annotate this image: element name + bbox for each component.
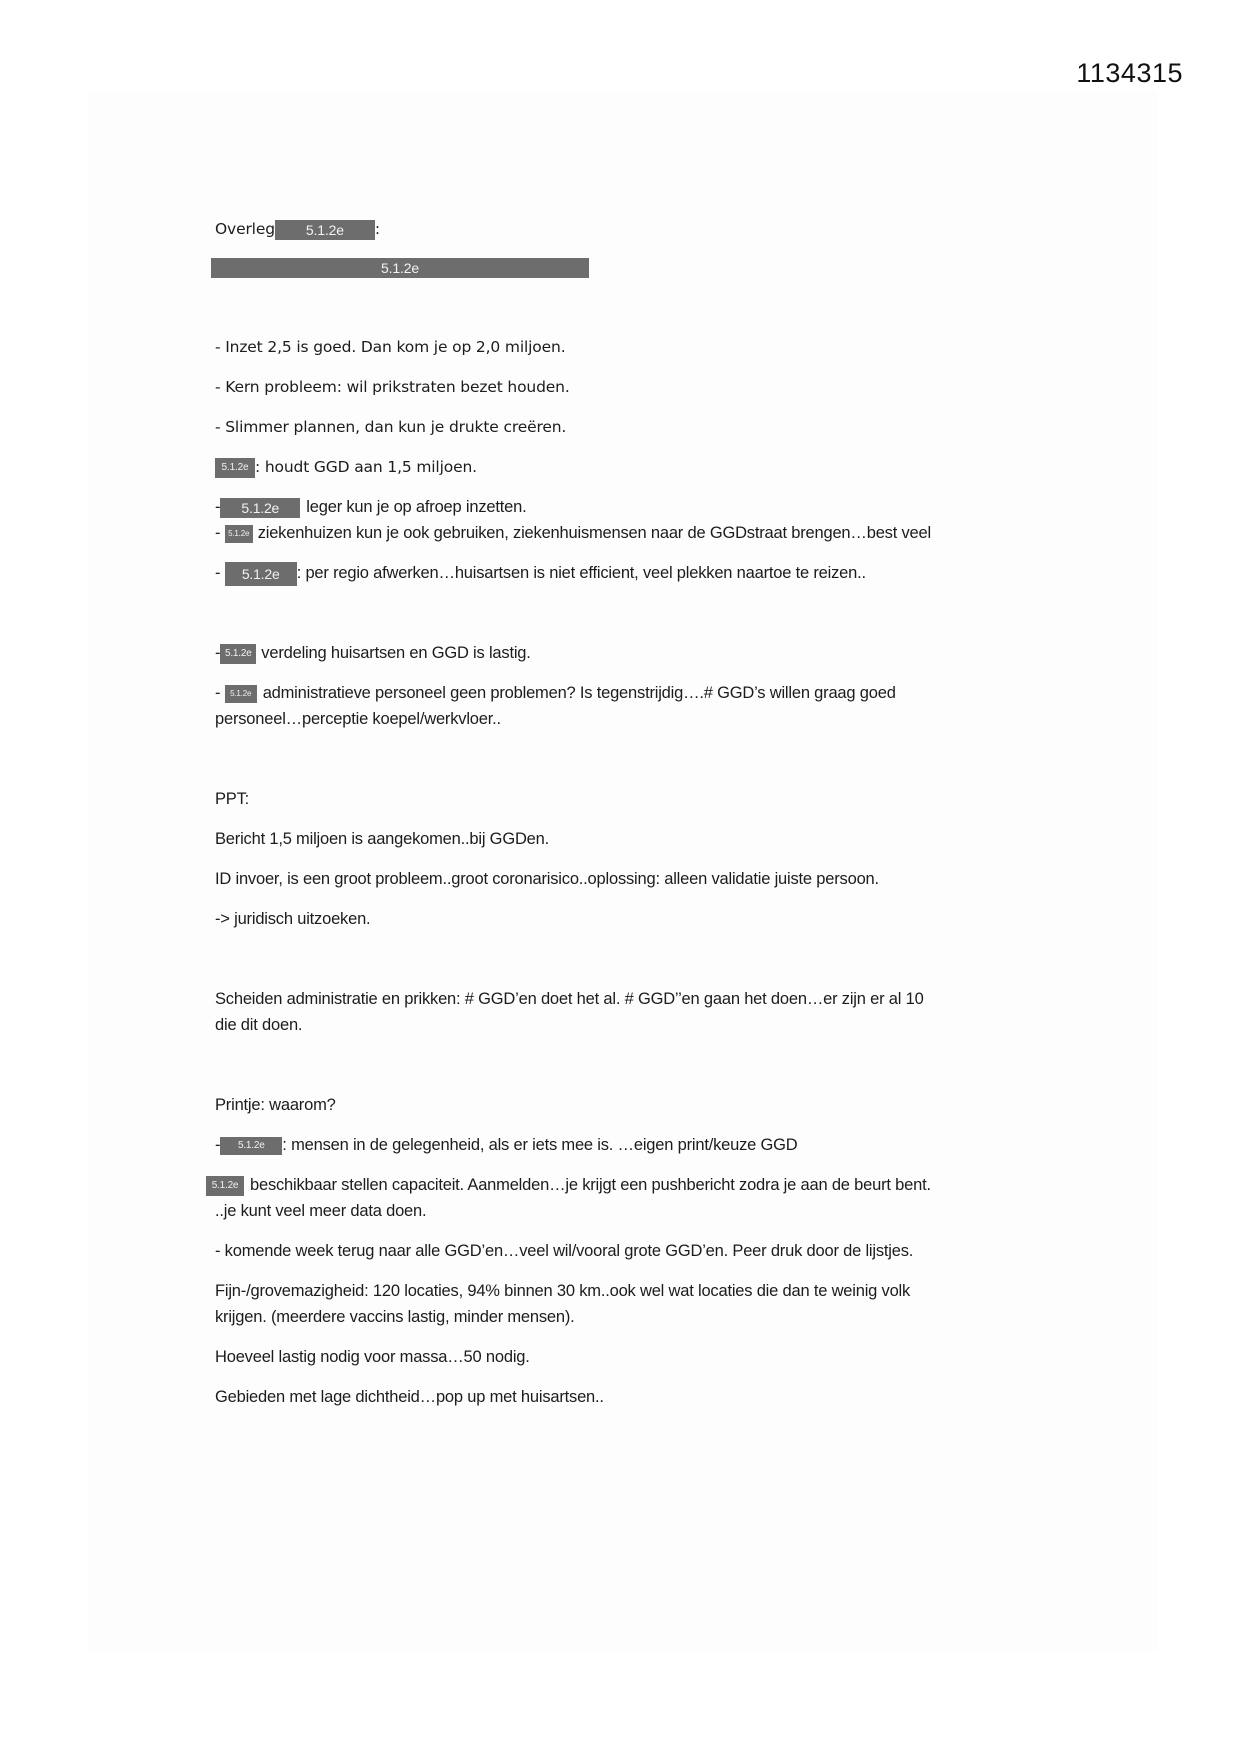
note-line: - 5.1.2e leger kun je op afroep inzetten.	[215, 498, 527, 516]
note-line: - Kern probleem: wil prikstraten bezet houden.	[215, 378, 570, 396]
redaction-box: 5.1.2e	[220, 644, 256, 664]
note-line: Hoeveel lastig nodig voor massa…50 nodig.	[215, 1348, 530, 1366]
note-line: - 5.1.2e : mensen in de gelegenheid, als er iets mee is. …eigen print/keuze GGD	[215, 1136, 798, 1154]
heading-suffix: :	[374, 220, 380, 238]
note-line: Scheiden administratie en prikken: # GGD’en doet het al. # GGD’’en gaan het doen…er zijn er al 10	[215, 990, 924, 1008]
redaction-box: 5.1.2e	[225, 562, 297, 586]
note-line: Gebieden met lage dichtheid…pop up met huisartsen..	[215, 1388, 604, 1406]
note-line: - 5.1.2e verdeling huisartsen en GGD is lastig.	[215, 644, 531, 662]
note-line: - 5.1.2e : per regio afwerken…huisartsen is niet efficient, veel plekken naartoe te reizen..	[215, 560, 866, 586]
redaction-box: 5.1.2e	[225, 685, 257, 703]
note-line: - Slimmer plannen, dan kun je drukte creëren.	[215, 418, 567, 436]
redaction-box: 5.1.2e	[220, 498, 300, 518]
note-line: - Inzet 2,5 is goed. Dan kom je op 2,0 miljoen.	[215, 338, 566, 356]
note-line: Fijn-/grovemazigheid: 120 locaties, 94% binnen 30 km..ook wel wat locaties die dan te weinig volk	[215, 1282, 911, 1300]
note-line: - 5.1.2e ziekenhuizen kun je ook gebruiken, ziekenhuismensen naar de GGDstraat brengen…best veel	[215, 524, 931, 542]
note-line: die dit doen.	[215, 1016, 303, 1034]
note-line: - komende week terug naar alle GGD’en…veel wil/vooral grote GGD’en. Peer druk door de lijstjes.	[215, 1242, 914, 1260]
meeting-heading	[215, 216, 380, 242]
heading-prefix: Overleg	[215, 220, 275, 238]
note-line: ..je kunt veel meer data doen.	[215, 1202, 427, 1220]
redaction-box: 5.1.2e	[275, 220, 375, 240]
note-line: -> juridisch uitzoeken.	[215, 910, 371, 928]
note-line: - 5.1.2e administratieve personeel geen problemen? Is tegenstrijdig….# GGD’s willen graag goed	[215, 684, 896, 702]
redaction-box: 5.1.2e	[225, 525, 253, 543]
note-line: 5.1.2e : houdt GGD aan 1,5 miljoen.	[215, 454, 477, 480]
redaction-box: 5.1.2e	[220, 1137, 282, 1155]
document-number: 1134315	[1076, 58, 1183, 88]
note-line: personeel…perceptie koepel/werkvloer..	[215, 710, 501, 728]
note-line: Bericht 1,5 miljoen is aangekomen..bij GGDen.	[215, 830, 550, 848]
note-line: krijgen. (meerdere vaccins lastig, minder mensen).	[215, 1308, 575, 1326]
section-heading-ppt: PPT:	[215, 790, 250, 808]
section-heading-printje: Printje: waarom?	[215, 1096, 336, 1114]
redaction-box: 5.1.2e	[211, 258, 589, 278]
redaction-box: 5.1.2e	[206, 1176, 244, 1196]
redaction-box: 5.1.2e	[215, 458, 255, 478]
note-line: 5.1.2e beschikbaar stellen capaciteit. Aanmelden…je krijgt een pushbericht zodra je aan de beurt bent.	[206, 1172, 931, 1198]
attendees-line	[211, 254, 589, 280]
note-line: ID invoer, is een groot probleem..groot coronarisico..oplossing: alleen validatie juiste persoon.	[215, 870, 879, 888]
